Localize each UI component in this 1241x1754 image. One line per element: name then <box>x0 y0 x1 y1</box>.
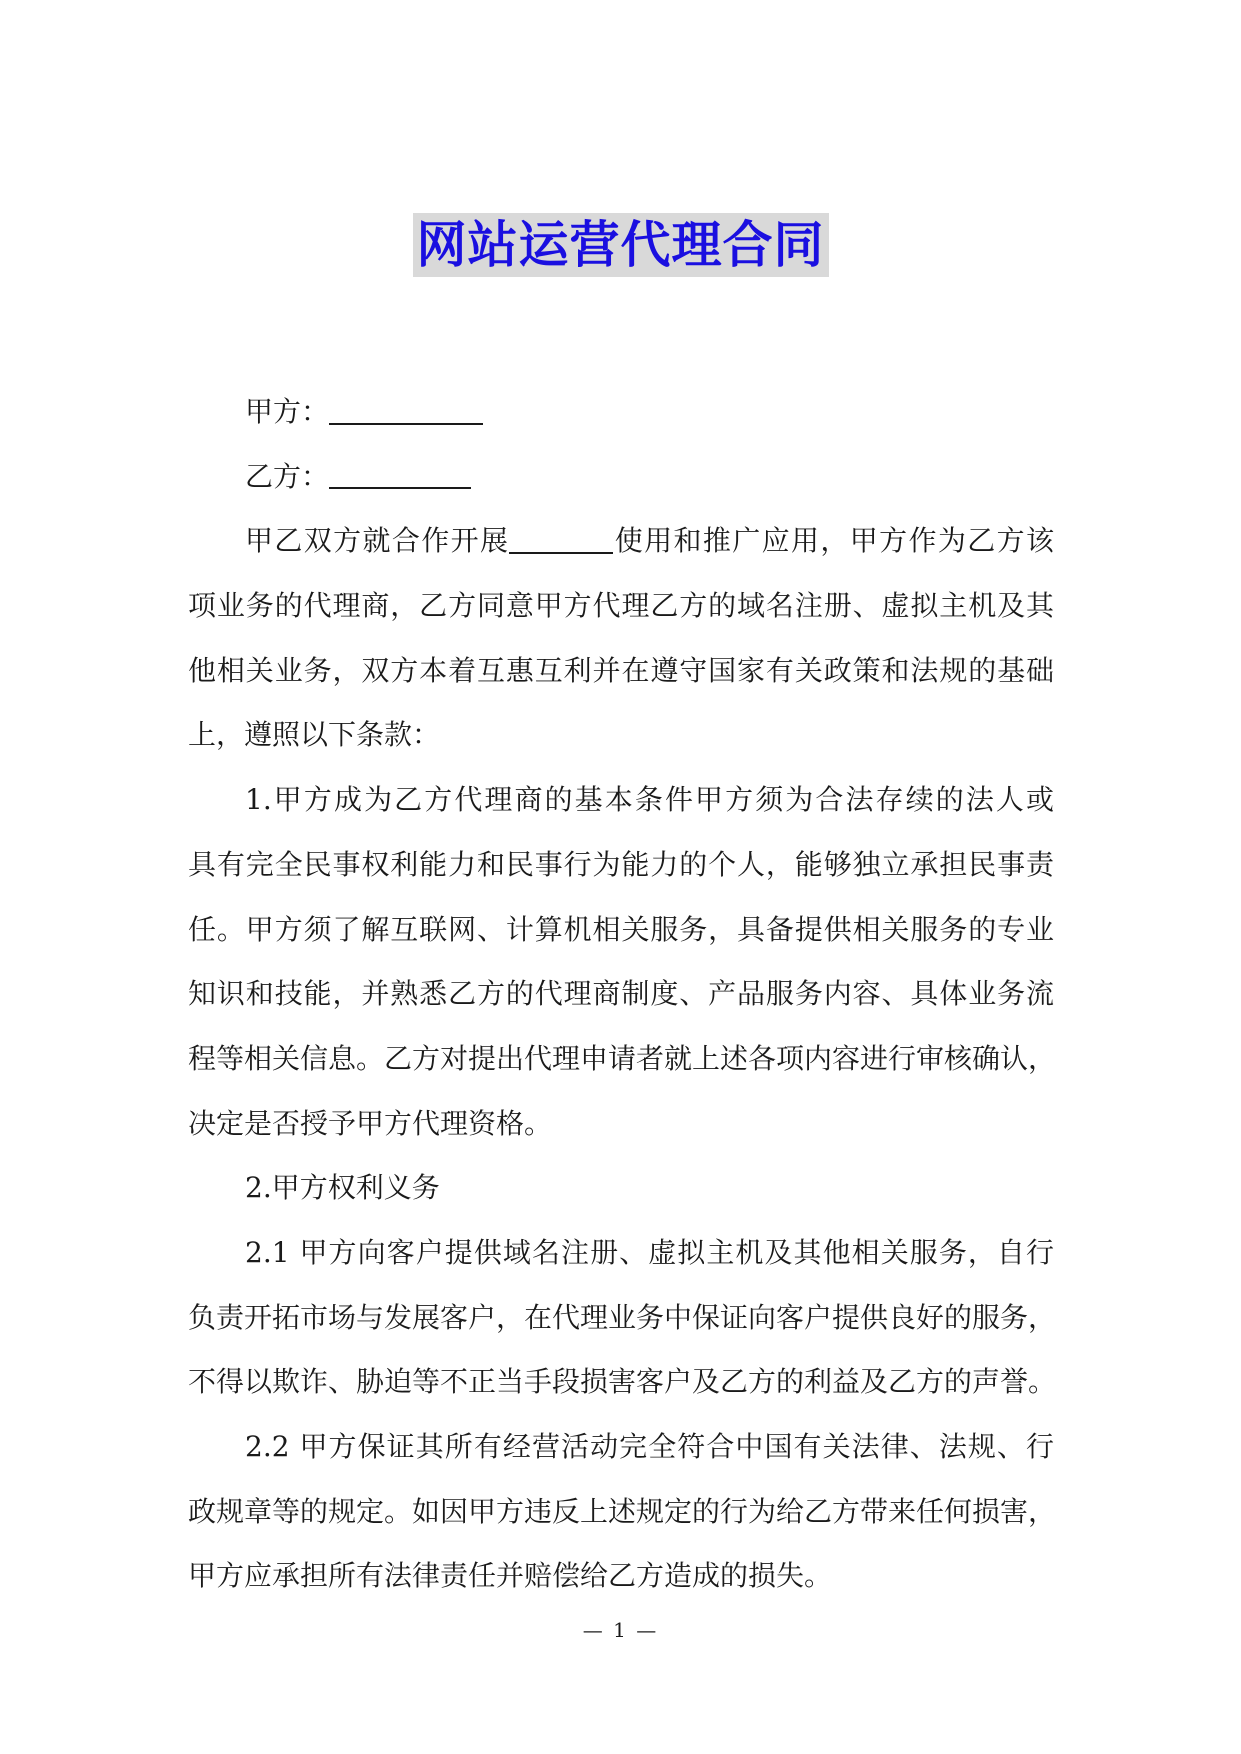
intro-line <box>188 509 1054 574</box>
intro-blank <box>509 526 613 554</box>
page-number: — 1 — <box>582 1618 659 1642</box>
intro-line: 项业务的代理商，乙方同意甲方代理乙方的域名注册、虚拟主机及其 <box>188 589 1054 623</box>
intro-line: 他相关业务，双方本着互惠互利并在遵守国家有关政策和法规的基础 <box>188 653 1054 687</box>
party-b-line <box>188 445 1054 510</box>
clause1-line: 任。甲方须了解互联网、计算机相关服务，具备提供相关服务的专业 <box>188 912 1054 946</box>
party-b-label: 乙方： <box>245 459 330 493</box>
title-container <box>0 213 1241 277</box>
clause1-line: 决定是否授予甲方代理资格。 <box>188 1106 553 1140</box>
party-b-blank <box>329 461 471 489</box>
clause2-2-line: 政规章等的规定。如因甲方违反上述规定的行为给乙方带来任何损害， <box>188 1494 1057 1528</box>
clause2-heading: 2.甲方权利义务 <box>245 1171 440 1205</box>
clause1-line: 程等相关信息。乙方对提出代理申请者就上述各项内容进行审核确认， <box>188 1041 1057 1075</box>
clause2-1-line: 负责开拓市场与发展客户，在代理业务中保证向客户提供良好的服务， <box>188 1300 1057 1334</box>
clause2-2-line: 2.2 甲方保证其所有经营活动完全符合中国有关法律、法规、行 <box>245 1430 1054 1463</box>
intro-text-b: 使用和推广应用，甲方作为乙方该 <box>613 524 1054 558</box>
clause1-line: 知识和技能，并熟悉乙方的代理商制度、产品服务内容、具体业务流 <box>188 977 1054 1011</box>
party-a-label: 甲方： <box>245 395 330 428</box>
clause1-line: 1.甲方成为乙方代理商的基本条件甲方须为合法存续的法人或 <box>245 783 1054 817</box>
document-title: 网站运营代理合同 <box>413 213 829 277</box>
clause2-1-line: 不得以欺诈、胁迫等不正当手段损害客户及乙方的利益及乙方的声誉。 <box>188 1365 1057 1399</box>
clause2-1-line: 2.1 甲方向客户提供域名注册、虚拟主机及其他相关服务，自行 <box>245 1235 1054 1269</box>
document-body <box>188 380 1057 1609</box>
clause2-2-line: 甲方应承担所有法律责任并赔偿给乙方造成的损失。 <box>188 1559 833 1593</box>
party-a-blank <box>329 397 483 425</box>
clause1-line: 具有完全民事权利能力和民事行为能力的个人，能够独立承担民事责 <box>188 847 1054 881</box>
party-a-line <box>188 380 1054 445</box>
intro-text-a: 甲乙双方就合作开展 <box>245 524 510 558</box>
intro-line: 上，遵照以下条款： <box>188 718 441 752</box>
